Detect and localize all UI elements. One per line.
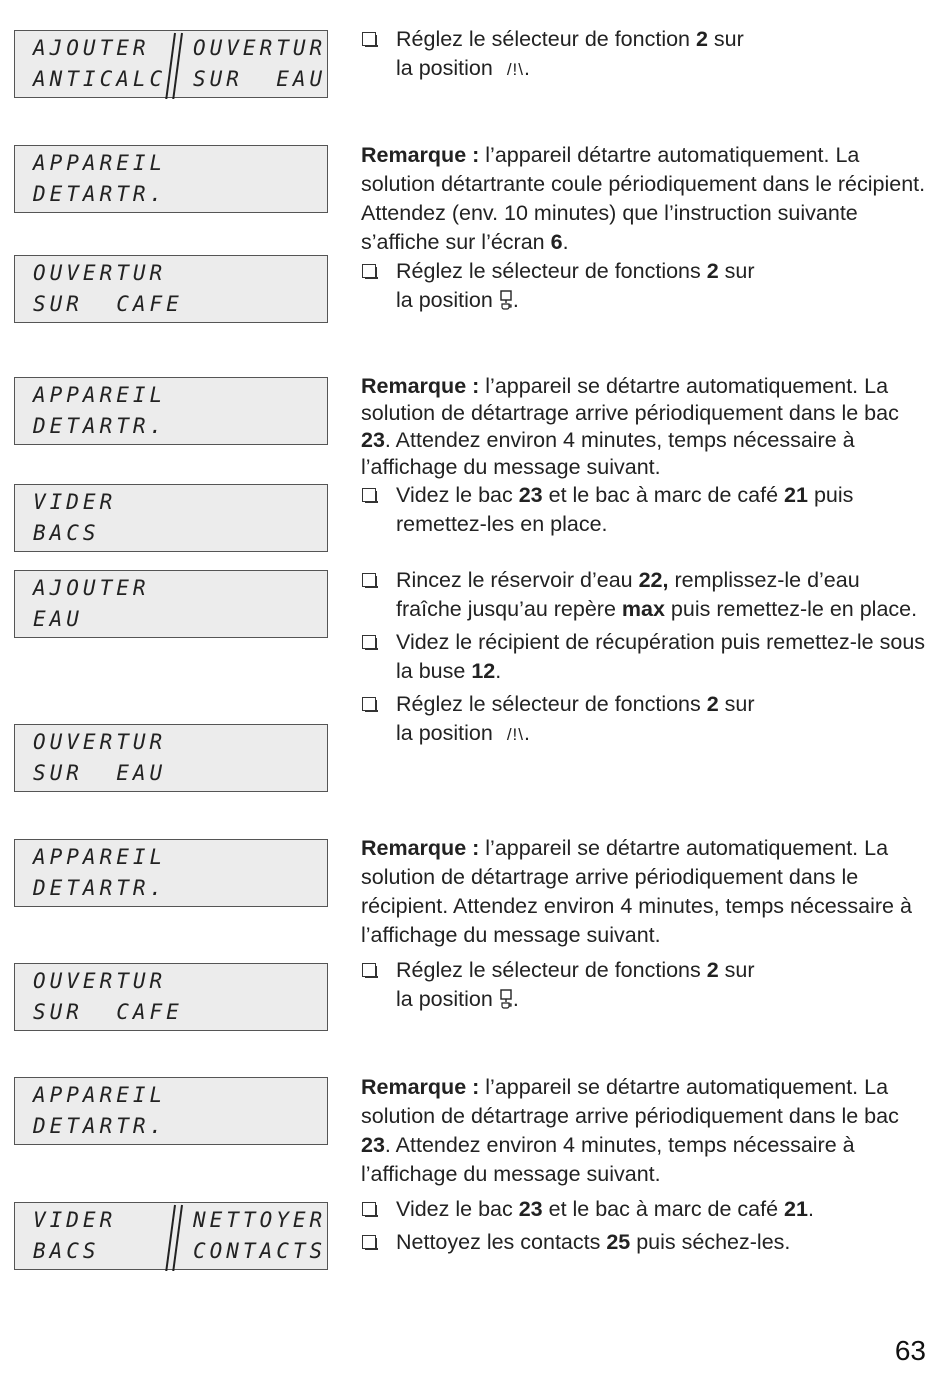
- lcd-line: SUR CAFE: [33, 292, 183, 316]
- lcd-line: VIDER: [33, 490, 117, 514]
- checklist-item: Videz le bac 23 et le bac à marc de café 21.: [361, 1195, 931, 1224]
- lcd-line: APPAREIL: [33, 845, 167, 869]
- lcd-line: NETTOYER: [193, 1208, 327, 1232]
- lcd-display-appareil-detartr: [14, 377, 328, 445]
- lcd-line: VIDER: [33, 1208, 117, 1232]
- lcd-line: EAU: [33, 607, 83, 631]
- lcd-display-appareil-detartr: [14, 1077, 328, 1145]
- lcd-line: DETARTR.: [33, 182, 167, 206]
- instruction-block-1: [361, 25, 931, 84]
- checklist-item: Réglez le sélecteur de fonctions 2 sur la position /!\.: [361, 690, 931, 749]
- lcd-line: APPAREIL: [33, 151, 167, 175]
- checklist-item: Réglez le sélecteur de fonctions 2 sur la position .: [361, 257, 931, 315]
- lcd-line: APPAREIL: [33, 1083, 167, 1107]
- steam-symbol-icon: /!\: [506, 725, 524, 744]
- alternating-display-divider-icon: [155, 31, 185, 99]
- lcd-line: OUVERTUR: [33, 261, 167, 285]
- note-paragraph: Remarque : l’appareil se détartre automatiquement. La solution de détartrage arrive périodiquement dans le récipient. Attendez environ 4 minutes, temps nécessaire à l’affichage du message suivant.: [361, 836, 912, 947]
- checkbox-icon: [362, 573, 376, 587]
- instruction-block-6: [361, 1073, 931, 1257]
- lcd-display-ouvertur-sur-cafe: [14, 963, 328, 1031]
- lcd-line: CONTACTS: [193, 1239, 327, 1263]
- instruction-block-2: [361, 141, 931, 315]
- lcd-line: SUR EAU: [33, 761, 167, 785]
- checkbox-icon: [362, 32, 376, 46]
- checklist-item: Videz le bac 23 et le bac à marc de café 21 puis remettez-les en place.: [361, 481, 931, 539]
- lcd-line: OUVERTUR: [193, 36, 327, 60]
- lcd-line: DETARTR.: [33, 876, 167, 900]
- lcd-display-ouvertur-sur-eau: [14, 724, 328, 792]
- checkbox-icon: [362, 635, 376, 649]
- note-paragraph: Remarque : l’appareil détartre automatiquement. La solution détartrante coule périodiquement dans le récipient. Attendez (env. 10 minutes) que l’instruction suivante s’affiche sur l’écran 6.: [361, 143, 926, 254]
- lcd-line: OUVERTUR: [33, 730, 167, 754]
- steam-symbol-icon: /!\: [506, 60, 524, 79]
- instruction-block-5: [361, 834, 931, 1014]
- lcd-line: AJOUTER: [33, 576, 150, 600]
- note-paragraph: Remarque : l’appareil se détartre automatiquement. La solution de détartrage arrive périodiquement dans le bac 23. Attendez environ 4 minutes, temps nécessaire à l’affichage du message suivant.: [361, 374, 899, 479]
- checklist-item: Videz le récipient de récupération puis remettez-le sous la buse 12.: [361, 628, 931, 686]
- note-paragraph: Remarque : l’appareil se détartre automatiquement. La solution de détartrage arrive périodiquement dans le bac 23. Attendez environ 4 minutes, temps nécessaire à l’affichage du message suivant.: [361, 1075, 899, 1186]
- lcd-line: BACS: [33, 521, 100, 545]
- lcd-display-ajouter-anticalc: [14, 30, 328, 98]
- instruction-block-3: [361, 373, 931, 539]
- page-number: 63: [894, 1335, 926, 1366]
- lcd-line: AJOUTER: [33, 36, 150, 60]
- checkbox-icon: [362, 1235, 376, 1249]
- checkbox-icon: [362, 697, 376, 711]
- lcd-line: ANTICALC: [33, 67, 167, 91]
- lcd-display-ouvertur-sur-cafe: [14, 255, 328, 323]
- lcd-display-appareil-detartr: [14, 145, 328, 213]
- checklist-item: Rincez le réservoir d’eau 22, remplissez-le d’eau fraîche jusqu’au repère max puis remettez-le en place.: [361, 566, 931, 624]
- checklist-item: Réglez le sélecteur de fonction 2 sur la position /!\.: [361, 25, 931, 84]
- checklist-item: Réglez le sélecteur de fonctions 2 sur la position .: [361, 956, 931, 1014]
- lcd-display-vider-bacs-nettoyer-contacts: [14, 1202, 328, 1270]
- lcd-line: APPAREIL: [33, 383, 167, 407]
- checkbox-icon: [362, 488, 376, 502]
- lcd-line: SUR CAFE: [33, 1000, 183, 1024]
- coffee-cup-icon: [499, 989, 513, 1009]
- lcd-line: DETARTR.: [33, 414, 167, 438]
- instruction-block-4: [361, 566, 931, 749]
- alternating-display-divider-icon: [155, 1203, 185, 1271]
- checkbox-icon: [362, 963, 376, 977]
- lcd-line: DETARTR.: [33, 1114, 167, 1138]
- checkbox-icon: [362, 264, 376, 278]
- coffee-cup-icon: [499, 290, 513, 310]
- checklist-item: Nettoyez les contacts 25 puis séchez-les.: [361, 1228, 931, 1257]
- checkbox-icon: [362, 1202, 376, 1216]
- lcd-line: BACS: [33, 1239, 100, 1263]
- lcd-display-ajouter-eau: [14, 570, 328, 638]
- lcd-display-appareil-detartr: [14, 839, 328, 907]
- lcd-display-vider-bacs: [14, 484, 328, 552]
- lcd-line: SUR EAU: [193, 67, 327, 91]
- lcd-line: OUVERTUR: [33, 969, 167, 993]
